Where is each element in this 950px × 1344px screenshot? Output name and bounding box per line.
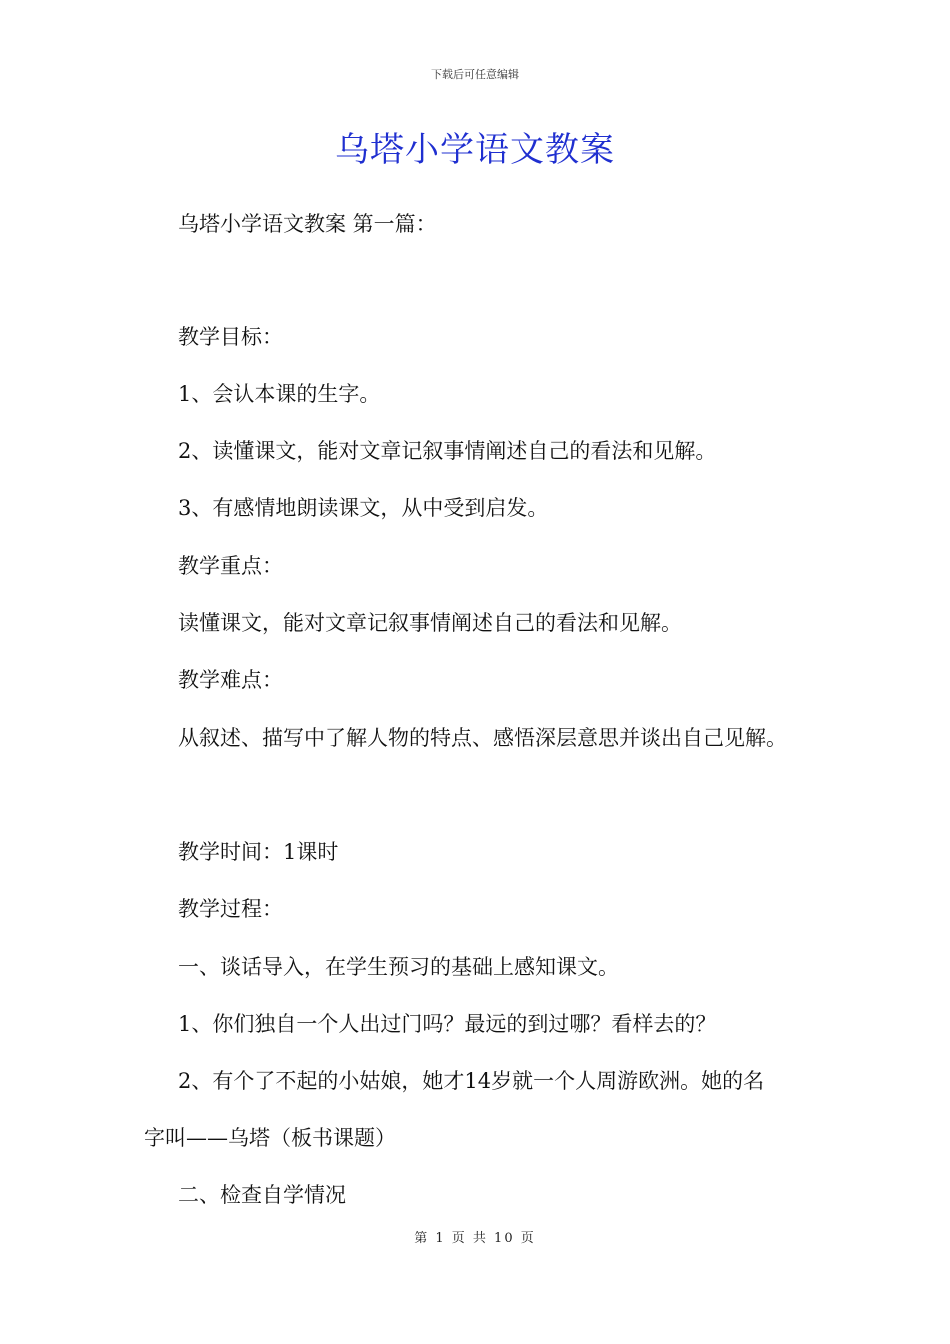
paragraph-step-1-q2: 2、有个了不起的小姑娘，她才14岁就一个人周游欧洲。她的名 [178,1069,765,1093]
paragraph-goal-3: 3、有感情地朗读课文，从中受到启发。 [178,496,549,520]
paragraph-difficulties-label: 教学难点： [178,668,283,692]
paragraph-teaching-goals-label: 教学目标： [178,325,283,349]
header-note: 下载后可任意编辑 [431,68,519,81]
paragraph-goal-2: 2、读懂课文，能对文章记叙事情阐述自己的看法和见解。 [178,439,717,463]
paragraph-step-1-q2-continued: 字叫——乌塔（板书课题） [144,1126,396,1150]
paragraph-step-2: 二、检查自学情况 [178,1183,346,1207]
page-footer: 第 1 页 共 10 页 [414,1231,536,1246]
paragraph-teaching-time: 教学时间：1课时 [178,840,339,864]
document-title: 乌塔小学语文教案 [335,130,615,170]
paragraph-key-points: 读懂课文，能对文章记叙事情阐述自己的看法和见解。 [178,611,682,635]
paragraph-difficulties: 从叙述、描写中了解人物的特点、感悟深层意思并谈出自己见解。 [178,726,787,750]
paragraph-step-1: 一、谈话导入，在学生预习的基础上感知课文。 [178,955,619,979]
section-heading: 乌塔小学语文教案 第一篇： [178,212,437,236]
paragraph-goal-1: 1、会认本课的生字。 [178,382,381,406]
paragraph-step-1-q1: 1、你们独自一个人出过门吗？最远的到过哪？看样去的？ [178,1012,717,1036]
paragraph-teaching-process-label: 教学过程： [178,897,283,921]
paragraph-key-points-label: 教学重点： [178,554,283,578]
